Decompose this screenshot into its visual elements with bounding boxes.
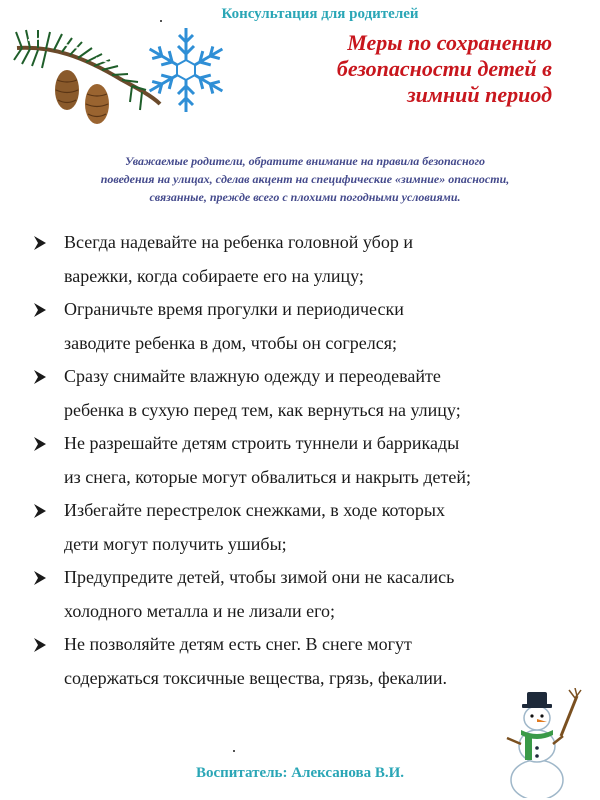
arrow-bullet-icon bbox=[32, 503, 48, 519]
speck bbox=[160, 20, 162, 22]
author-signature: Воспитатель: Алексанова В.И. bbox=[195, 765, 405, 781]
rule-line: ребенка в сухую перед тем, как вернуться на улицу; bbox=[64, 399, 461, 420]
arrow-bullet-icon bbox=[32, 436, 48, 452]
rule-line: холодного металла и не лизали его; bbox=[64, 600, 336, 621]
snowflake-icon bbox=[146, 20, 226, 120]
arrow-bullet-icon bbox=[32, 637, 48, 653]
rule-line: Всегда надевайте на ребенка головной убор и bbox=[64, 232, 413, 252]
rule-line: Предупредите детей, чтобы зимой они не касались bbox=[64, 567, 455, 587]
rule-line: содержаться токсичные вещества, грязь, фекалии. bbox=[64, 667, 448, 688]
page-title bbox=[252, 30, 552, 108]
list-item bbox=[30, 628, 575, 695]
rule-line: дети могут получить ушибы; bbox=[64, 533, 287, 554]
title-line: зимний период bbox=[407, 81, 552, 107]
rule-line: Избегайте перестрелок снежками, в ходе которых bbox=[64, 500, 446, 520]
list-item bbox=[30, 226, 575, 293]
list-item bbox=[30, 360, 575, 427]
pine-branch-icon bbox=[12, 18, 162, 133]
intro-line: поведения на улицах, сделав акцент на специфические «зимние» опасности, bbox=[100, 172, 510, 186]
rule-line: Сразу снимайте влажную одежду и переодевайте bbox=[64, 366, 441, 386]
arrow-bullet-icon bbox=[32, 369, 48, 385]
rule-line: Ограничьте время прогулки и периодически bbox=[64, 299, 404, 319]
page-subtitle: Консультация для родителей bbox=[221, 6, 419, 22]
rule-line: заводите ребенка в дом, чтобы он согрелся; bbox=[64, 332, 397, 353]
title-line: безопасности детей в bbox=[336, 55, 552, 81]
safety-rules-list bbox=[30, 226, 575, 695]
list-item bbox=[30, 427, 575, 494]
arrow-bullet-icon bbox=[32, 302, 48, 318]
rule-line: Не разрешайте детям строить туннели и баррикады bbox=[64, 433, 460, 453]
speck bbox=[233, 750, 235, 752]
intro-line: Уважаемые родители, обратите внимание на правила безопасного bbox=[124, 154, 486, 168]
rule-line: из снега, которые могут обвалиться и накрыть детей; bbox=[64, 466, 472, 487]
arrow-bullet-icon bbox=[32, 235, 48, 251]
intro-line: связанные, прежде всего с плохими погодными условиями. bbox=[149, 190, 461, 204]
list-item bbox=[30, 561, 575, 628]
arrow-bullet-icon bbox=[32, 570, 48, 586]
rule-line: Не позволяйте детям есть снег. В снеге могут bbox=[64, 634, 412, 654]
list-item bbox=[30, 494, 575, 561]
rule-line: варежки, когда собираете его на улицу; bbox=[64, 265, 364, 286]
title-line: Меры по сохранению bbox=[347, 30, 552, 55]
list-item bbox=[30, 293, 575, 360]
intro-paragraph bbox=[45, 152, 565, 206]
